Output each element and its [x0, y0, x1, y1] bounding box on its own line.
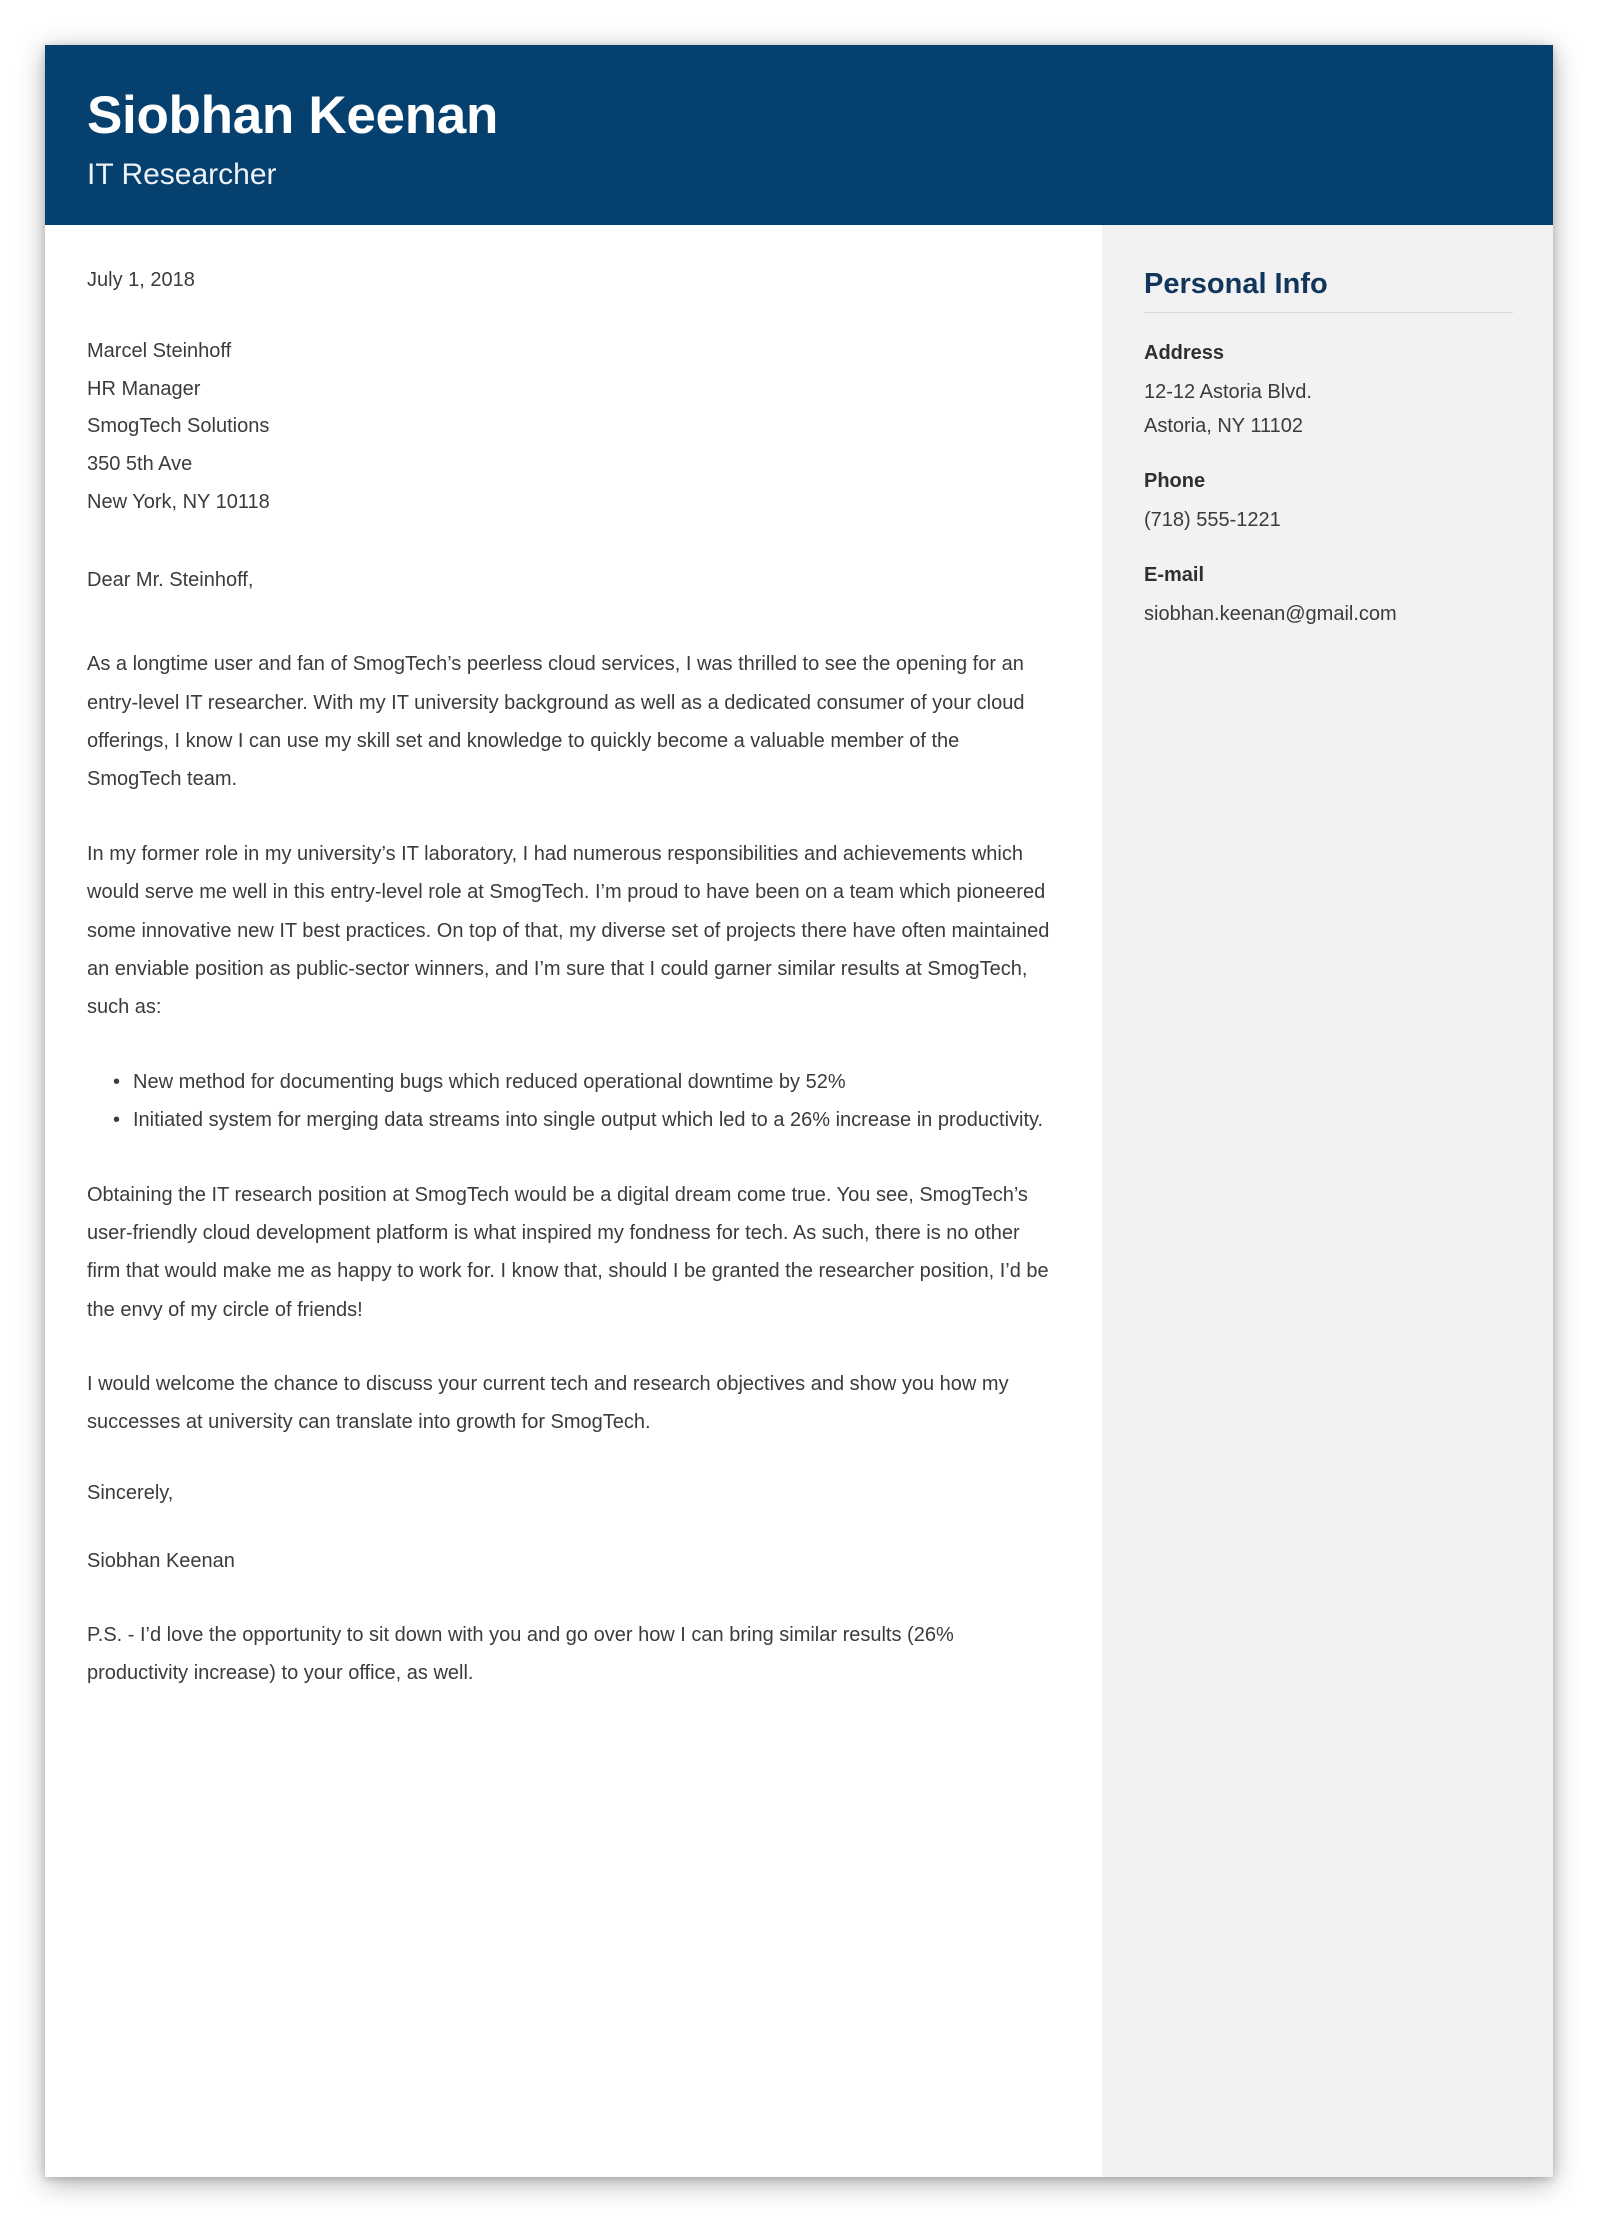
letter-signature: Siobhan Keenan	[87, 1549, 235, 1572]
recipient-title: HR Manager	[87, 377, 201, 400]
letter-body-wrap	[45, 225, 1553, 2177]
info-value: siobhan.keenan@gmail.com	[1144, 603, 1397, 626]
letter-content	[45, 225, 1102, 2177]
info-group-phone	[1144, 465, 1513, 537]
recipient-name: Marcel Steinhoff	[87, 340, 232, 363]
letter-paragraph-4: I would welcome the chance to discuss your current tech and research objectives and show you how my successes at university can translate into growth for SmogTech.	[87, 1373, 1009, 1434]
info-value: Astoria, NY 11102	[1144, 415, 1303, 438]
candidate-job-title: IT Researcher	[87, 158, 277, 192]
letter-date: July 1, 2018	[87, 269, 195, 292]
letter-postscript: P.S. - I’d love the opportunity to sit down with you and go over how I can bring similar results (26% productivity increase) to your office, as well.	[87, 1623, 954, 1685]
recipient-city-state-zip: New York, NY 10118	[87, 490, 270, 513]
letter-paragraph-1: As a longtime user and fan of SmogTech’s peerless cloud services, I was thrilled to see the opening for an entry-level IT researcher. With my IT university background as well as a dedicated consumer of your cloud offerings, I know I can use my skill set and knowledge to quickly become a valuable member of the SmogTech team.	[87, 653, 1025, 791]
candidate-name: Siobhan Keenan	[87, 86, 499, 145]
list-item: • Initiated system for merging data streams into single output which led to a 26% increase in productivity.	[113, 1101, 1054, 1139]
sidebar-heading: Personal Info	[1144, 268, 1328, 301]
info-label: Address	[1144, 342, 1225, 365]
info-label: E-mail	[1144, 564, 1205, 587]
letter-salutation: Dear Mr. Steinhoff,	[87, 569, 254, 592]
list-item: • New method for documenting bugs which reduced operational downtime by 52%	[113, 1063, 1054, 1101]
letter-paragraph-2: In my former role in my university’s IT laboratory, I had numerous responsibilities and achievements which would serve me well in this entry-level role at SmogTech. I’m proud to have been on a team which pioneered some innovative new IT best practices. On top of that, my diverse set of projects there have often maintained an enviable position as public-sector winners, and I’m sure that I could garner similar results at SmogTech, such as:	[87, 842, 1050, 1019]
info-label: Phone	[1144, 470, 1206, 493]
letter-header	[45, 45, 1553, 225]
info-group-email	[1144, 559, 1513, 631]
recipient-block	[87, 333, 1054, 521]
info-value: 12-12 Astoria Blvd.	[1144, 381, 1312, 404]
letter-signoff: Sincerely,	[87, 1481, 174, 1504]
recipient-company: SmogTech Solutions	[87, 415, 270, 438]
achievement-list	[87, 1063, 1054, 1140]
info-value: (718) 555-1221	[1144, 509, 1281, 532]
info-group-address	[1144, 337, 1513, 443]
recipient-street: 350 5th Ave	[87, 453, 193, 476]
letter-paragraph-3: Obtaining the IT research position at SmogTech would be a digital dream come true. You see, SmogTech’s user-friendly cloud development platform is what inspired my fondness for tech. As such, there is no other firm that would make me as happy to work for. I know that, should I be granted the researcher position, I’d be the envy of my circle of friends!	[87, 1183, 1049, 1321]
personal-info-sidebar	[1102, 225, 1553, 2177]
sidebar-divider	[1144, 312, 1513, 313]
cover-letter-page	[45, 45, 1553, 2177]
